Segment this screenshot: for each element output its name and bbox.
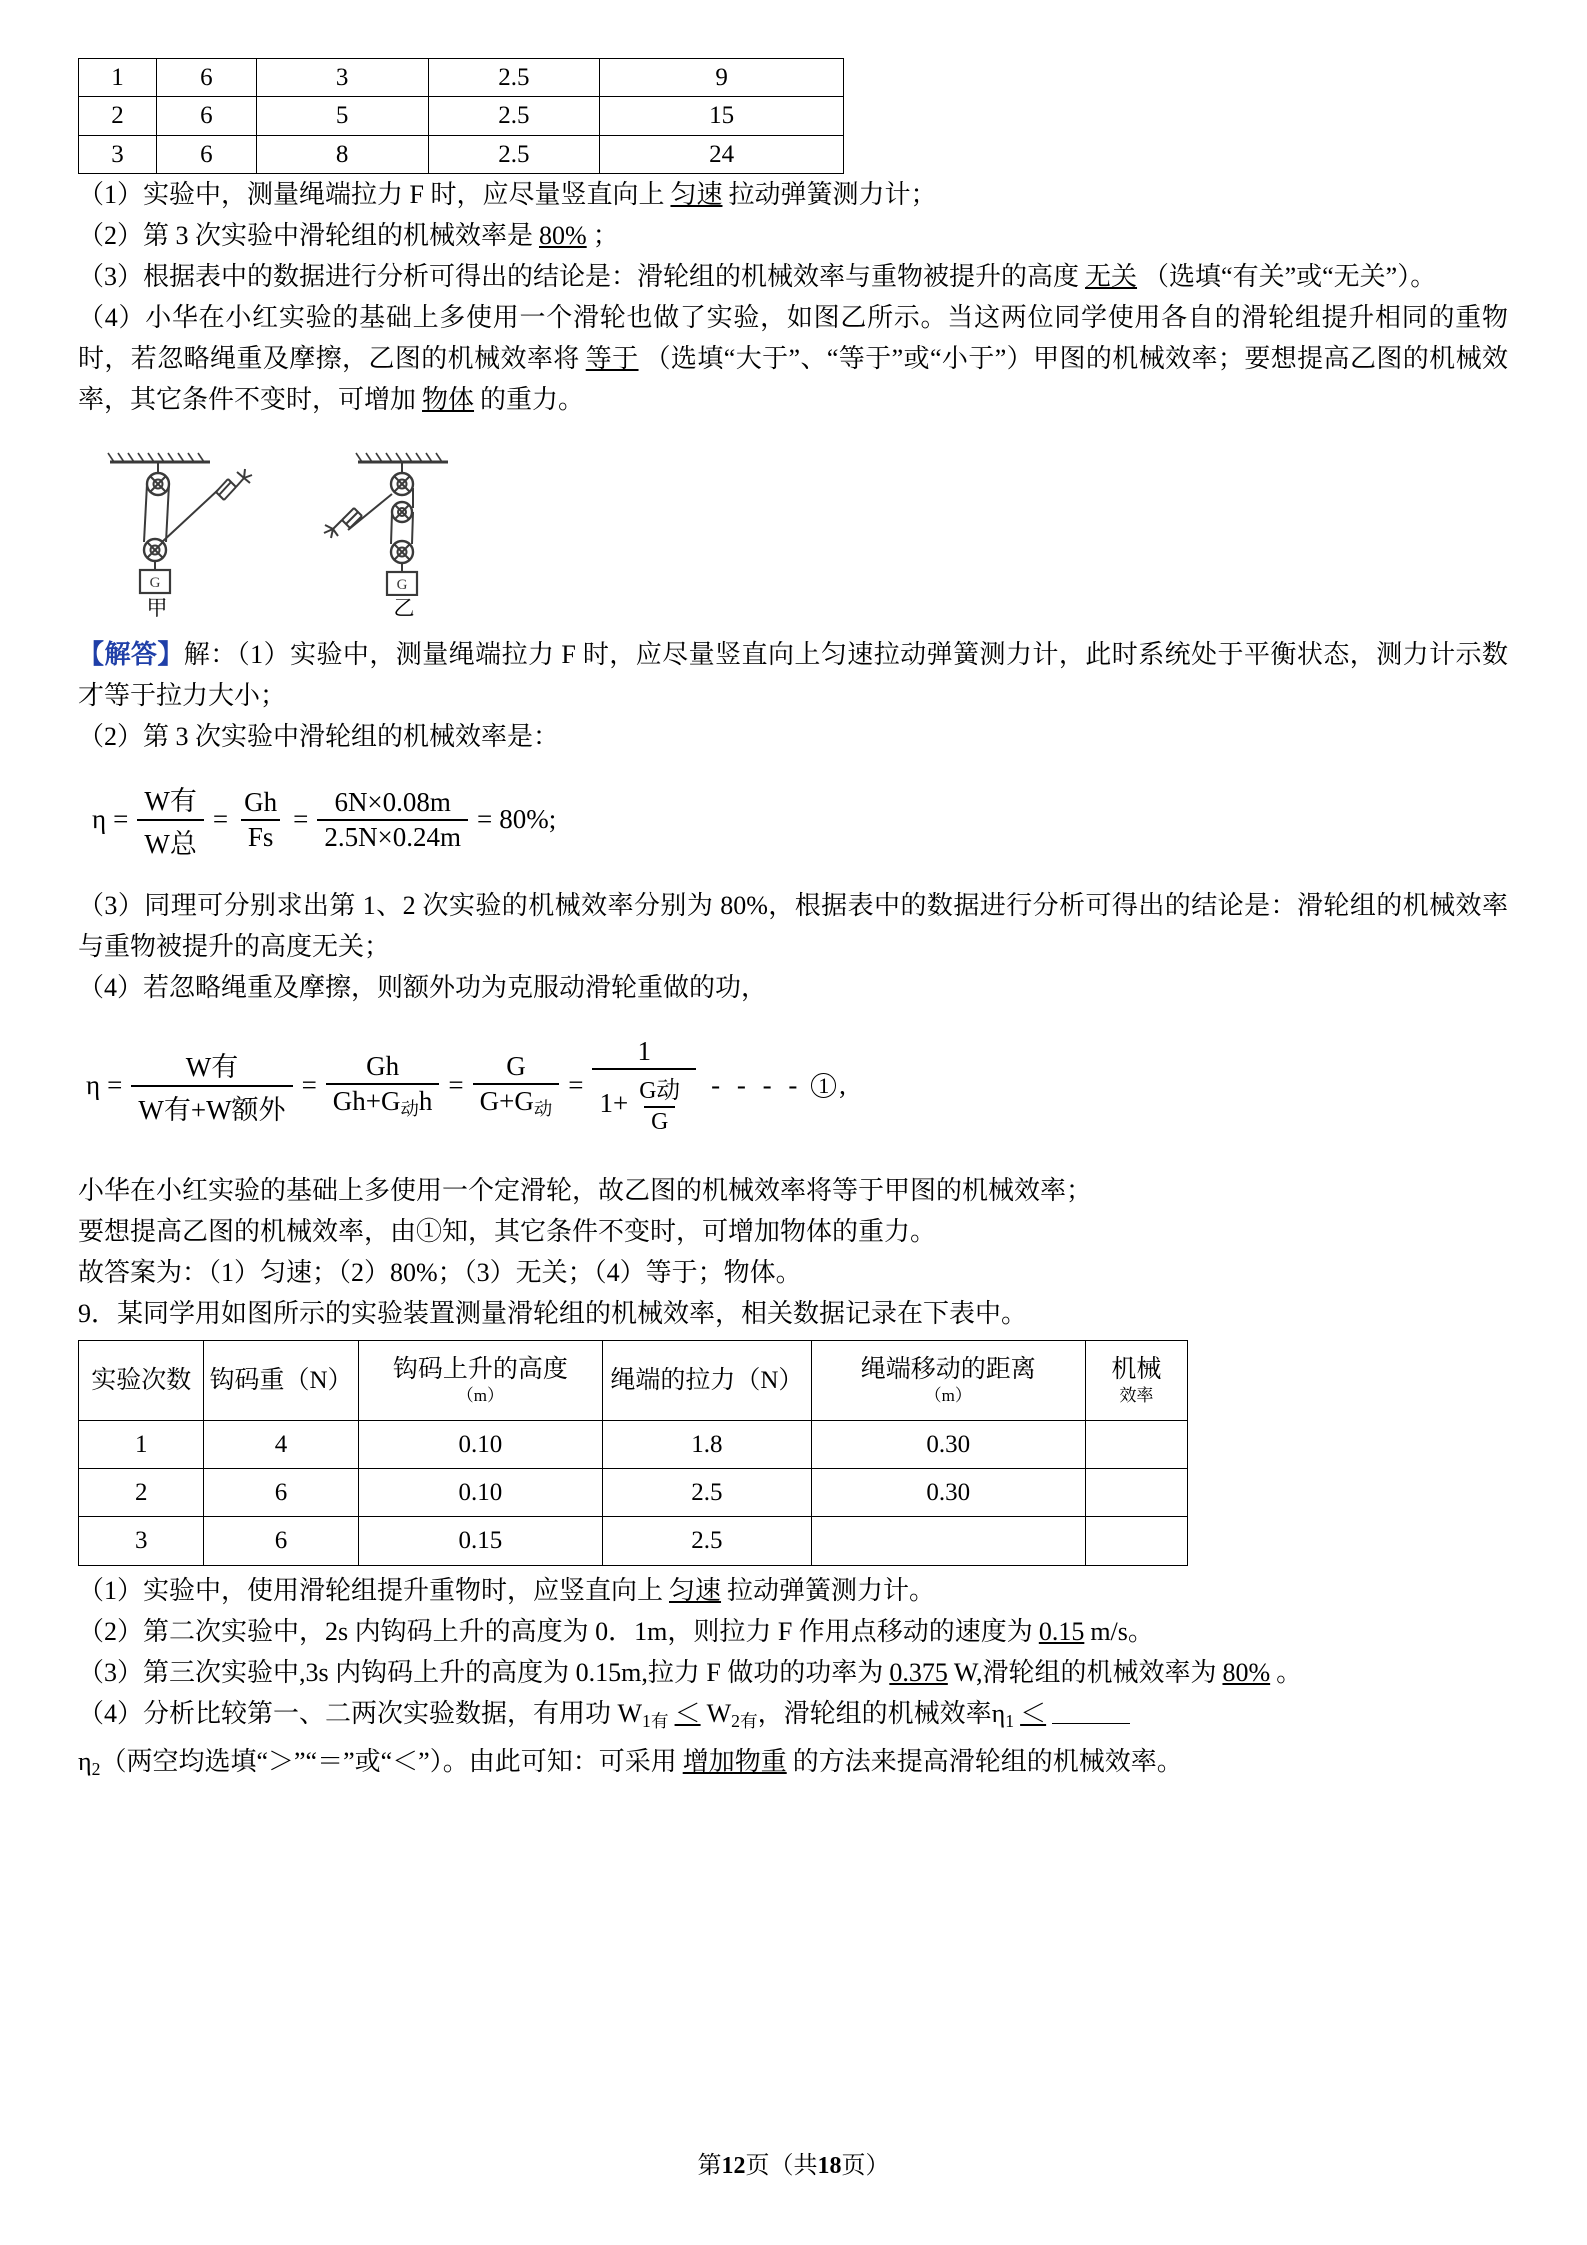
footer-total-pages: 18 xyxy=(817,2153,842,2179)
table-row xyxy=(79,97,844,135)
q9-item-3 xyxy=(78,1652,1508,1693)
data-table-q9 xyxy=(78,1340,1188,1566)
formula-2-f2-den xyxy=(326,1083,440,1121)
page-content xyxy=(78,58,1508,1790)
q8-item-4-text: （4）小华在小红实验的基础上多使用一个滑轮也做了实验，如图乙所示。当这两位同学使用各自的滑轮组提升相同的重物时，若忽略绳重及摩擦，乙图的机械效率将 xyxy=(78,302,1508,373)
formula-2-f4-den-pre: 1+ xyxy=(599,1087,629,1118)
q9-item-4-sub-3: 1 xyxy=(1005,1710,1015,1731)
formula-efficiency-2: η = $\frac{\text{W有}}{\text{W有+W额外}}$ = $\frac{Gh}{Gh+G_动h}$ = $\frac{G}{G+G_动}$ = 1 1+ $\frac{\text{G动}}{G}$ - - - - 1 , xyxy=(86,1035,846,1135)
table-cell: 0.30 xyxy=(811,1469,1085,1517)
table-row xyxy=(79,135,844,173)
formula-2-frac-4 xyxy=(592,1036,696,1136)
q9-item-4-sub-4: 2 xyxy=(91,1759,101,1780)
q9-item-4-sub-2: 2有 xyxy=(731,1710,758,1731)
q8-item-2-tail: ； xyxy=(592,220,619,250)
figure-label-yi: 乙 xyxy=(393,595,415,620)
q8-item-3 xyxy=(78,256,1508,297)
header-main: 绳端的拉力（N） xyxy=(610,1366,804,1394)
pulley-figures xyxy=(78,446,1508,620)
table-cell xyxy=(1085,1469,1187,1517)
q9-item-4-line2-tail: 的方法来提高滑轮组的机械效率。 xyxy=(792,1747,1183,1777)
table-header-cell xyxy=(1085,1340,1187,1420)
table-cell: 3 xyxy=(79,135,157,173)
formula-2-f1-den xyxy=(131,1085,292,1127)
q8-item-4-mid: （选填“大于”、“等于”或“小于”）甲图的机械效率；要想提高乙图的机械效率，其它条件不变时，可增加 xyxy=(78,343,1508,414)
header-sub: 效率 xyxy=(1119,1386,1154,1406)
q9-item-4-mid-2: ，滑轮组的机械效率η xyxy=(757,1698,1006,1728)
q9-item-4-text: （4）分析比较第一、二两次实验数据，有用功 W xyxy=(78,1698,643,1728)
q9-item-2-tail: m/s。 xyxy=(1090,1616,1154,1646)
formula-2-dots: - - - - xyxy=(711,1070,803,1101)
answer-line-7: 故答案为：（1）匀速；（2）80%；（3）无关；（4）等于；物体。 xyxy=(78,1257,802,1287)
footer-prefix: 第 xyxy=(697,2153,722,2179)
q9-item-4 xyxy=(78,1693,1508,1791)
q8-item-2-answer: 80% xyxy=(539,220,587,250)
formula-1-f3-den: 2.5N×0.24m xyxy=(317,819,468,853)
q8-item-4 xyxy=(78,297,1508,420)
q9-item-2-answer: 0.15 xyxy=(1038,1616,1085,1646)
q9-item-2 xyxy=(78,1611,1508,1652)
table-row xyxy=(79,59,844,97)
q8-item-1-text: （1）实验中，测量绳端拉力 F 时，应尽量竖直向上 xyxy=(78,179,665,209)
answer-line-3: （3）同理可分别求出第 1、2 次实验的机械效率分别为 80%，根据表中的数据进行分析可得出的结论是：滑轮组的机械效率与重物被提升的高度无关； xyxy=(78,890,1508,961)
q9-item-4-sub-1: 1有 xyxy=(642,1710,669,1731)
formula-2-f1-den-plus: + xyxy=(190,1094,207,1125)
table-cell: 0.15 xyxy=(358,1517,603,1565)
answer-line-4: （4）若忽略绳重及摩擦，则额外功为克服动滑轮重做的功， xyxy=(78,972,768,1002)
formula-1-frac-3 xyxy=(317,787,468,853)
formula-2-f1-den-a: W有 xyxy=(138,1094,191,1125)
formula-2-f2-den-b: h xyxy=(418,1085,433,1116)
formula-2-f3-den xyxy=(473,1083,560,1121)
q9-item-4-line2-eta: η xyxy=(78,1747,92,1777)
table-header-cell xyxy=(79,1340,204,1420)
table-cell: 6 xyxy=(204,1517,358,1565)
table-cell: 2.5 xyxy=(428,59,600,97)
answer-line-2: （2）第 3 次实验中滑轮组的机械效率是： xyxy=(78,721,560,751)
table-cell: 24 xyxy=(600,135,844,173)
q9-item-4-answer-2: ＜ xyxy=(1020,1698,1047,1728)
table-cell: 9 xyxy=(600,59,844,97)
table-cell: 2.5 xyxy=(428,135,600,173)
table-header-cell xyxy=(811,1340,1085,1420)
footer-page-number: 12 xyxy=(721,2153,746,2179)
formula-1-f2-den: Fs xyxy=(241,819,281,853)
table-cell: 0.10 xyxy=(358,1420,603,1468)
answer-line-1 xyxy=(78,634,1508,716)
table-cell: 3 xyxy=(256,59,428,97)
q8-item-2 xyxy=(78,215,1508,256)
answer-line-5 xyxy=(78,1170,1508,1211)
table-cell: 6 xyxy=(156,135,256,173)
header-main: 钩码上升的高度 xyxy=(392,1356,568,1383)
table-cell: 15 xyxy=(600,97,844,135)
table-cell: 3 xyxy=(79,1517,204,1565)
q9-item-4-answer-3: 增加物重 xyxy=(682,1747,787,1777)
q9-item-4-blank-trail xyxy=(1052,1698,1130,1724)
formula-2-frac-1 xyxy=(131,1045,292,1127)
table-cell: 2.5 xyxy=(428,97,600,135)
table-cell xyxy=(1085,1517,1187,1565)
answer-line-6-text: 要想提高乙图的机械效率，由①知，其它条件不变时，可增加物体的重力。 xyxy=(78,1216,937,1246)
q8-item-3-tail: （选填“有关”或“无关”）。 xyxy=(1143,261,1437,291)
q8-item-1-tail: 拉动弹簧测力计； xyxy=(728,179,937,209)
header-main: 绳端移动的距离 xyxy=(860,1356,1036,1383)
table-cell: 2 xyxy=(79,1469,204,1517)
q8-item-4-answer-1: 等于 xyxy=(585,343,639,373)
table-cell: 6 xyxy=(204,1469,358,1517)
formula-2-inner-frac xyxy=(632,1071,687,1136)
formula-1-f2-num: Gh xyxy=(244,786,278,817)
q9-item-3-mid: W,滑轮组的机械效率为 xyxy=(953,1657,1217,1687)
formula-1-f1-den: W总 xyxy=(137,819,203,861)
q9-item-1-tail: 拉动弹簧测力计。 xyxy=(727,1575,936,1605)
q9-item-4-answer-1: ＜ xyxy=(674,1698,701,1728)
formula-2-f2-num: Gh xyxy=(366,1050,400,1081)
q9-item-1-answer: 匀速 xyxy=(669,1575,722,1605)
header-sub: （m） xyxy=(456,1386,505,1406)
formula-1-result: 80%; xyxy=(499,804,557,835)
table-cell: 2.5 xyxy=(603,1517,811,1565)
q8-item-1-answer: 匀速 xyxy=(670,179,723,209)
table-row xyxy=(79,1420,1188,1468)
header-main: 机械 xyxy=(1111,1356,1162,1383)
table-cell: 5 xyxy=(256,97,428,135)
table-cell xyxy=(1085,1420,1187,1468)
table-cell: 2.5 xyxy=(603,1469,811,1517)
formula-2-f3-den-sub: 动 xyxy=(533,1098,553,1119)
footer-middle: 页（共 xyxy=(745,2153,818,2179)
table-header-cell xyxy=(358,1340,603,1420)
q8-item-4-tail: 的重力。 xyxy=(480,384,585,414)
q9-item-4-mid-1: W xyxy=(706,1698,732,1728)
q9-item-2-text: （2）第二次实验中，2s 内钩码上升的高度为 0．1m，则拉力 F 作用点移动的速度为 xyxy=(78,1616,1033,1646)
table-cell: 6 xyxy=(156,97,256,135)
formula-efficiency-1: η = $\frac{\text{W有}}{\text{W总}}$ = $\frac{Gh}{Fs}$ = $\frac{6N\times 0.08m}{2.5N\times 0.24m}$ = 80%; xyxy=(92,779,1508,861)
table-header-row xyxy=(79,1340,1188,1420)
answer-line-6 xyxy=(78,1211,1508,1252)
figure-label-jia: 甲 xyxy=(146,595,168,620)
data-table-top xyxy=(78,58,844,174)
table-cell: 0.10 xyxy=(358,1469,603,1517)
table-header-cell xyxy=(603,1340,811,1420)
q9-item-1 xyxy=(78,1570,1508,1611)
q9-item-3-answer-1: 0.375 xyxy=(889,1657,948,1687)
table-cell: 4 xyxy=(204,1420,358,1468)
formula-2-f3-num: G xyxy=(506,1050,526,1081)
formula-2-frac-2 xyxy=(326,1051,440,1121)
q8-item-2-text: （2）第 3 次实验中滑轮组的机械效率是 xyxy=(78,220,534,250)
q8-item-3-text: （3）根据表中的数据进行分析可得出的结论是：滑轮组的机械效率与重物被提升的高度 xyxy=(78,261,1080,291)
table-row xyxy=(79,1517,1188,1565)
pulley-figure-jia xyxy=(92,446,282,620)
formula-2-f4-inner-den: G xyxy=(644,1106,675,1136)
formula-2-f1-den-b: W额外 xyxy=(206,1094,286,1125)
formula-2-f4-den xyxy=(592,1068,696,1136)
table-cell: 8 xyxy=(256,135,428,173)
table-cell: 0.30 xyxy=(811,1420,1085,1468)
answer-line-1-text: 解：（1）实验中，测量绳端拉力 F 时，应尽量竖直向上匀速拉动弹簧测力计，此时系统处于平衡状态，测力计示数才等于拉力大小； xyxy=(78,639,1508,710)
svg-text:G: G xyxy=(149,574,161,591)
q9-item-3-tail: 。 xyxy=(1276,1657,1303,1687)
formula-2-f1-num: W有 xyxy=(185,1051,239,1082)
formula-1-frac-1 xyxy=(137,779,203,861)
footer-suffix: 页） xyxy=(841,2153,890,2179)
table-cell: 1 xyxy=(79,1420,204,1468)
formula-1-eta: η xyxy=(92,804,107,835)
pulley-figure-yi xyxy=(296,446,486,620)
answer-line-5-text: 小华在小红实验的基础上多使用一个定滑轮，故乙图的机械效率将等于甲图的机械效率； xyxy=(78,1175,1093,1205)
header-main: 实验次数 xyxy=(91,1366,192,1394)
formula-2-eta: η xyxy=(86,1070,101,1101)
q8-item-4-answer-2: 物体 xyxy=(422,384,475,414)
q9-stem: 9．某同学用如图所示的实验装置测量滑轮组的机械效率，相关数据记录在下表中。 xyxy=(78,1298,1028,1328)
formula-2-f4-num: 1 xyxy=(637,1035,652,1066)
formula-2-f2-den-a: Gh+G xyxy=(332,1085,401,1116)
formula-2-frac-3 xyxy=(473,1051,560,1121)
formula-2-reference: 1 xyxy=(811,1073,836,1098)
q8-item-3-answer: 无关 xyxy=(1085,261,1138,291)
formula-2-f4-inner-num: G动 xyxy=(639,1077,681,1104)
answer-tag: 【解答】 xyxy=(78,639,184,669)
formula-1-f3-num: 6N×0.08m xyxy=(334,786,451,817)
formula-1-f1-num: W有 xyxy=(144,785,197,816)
formula-2-f3-den-a: G+G xyxy=(479,1085,534,1116)
table-cell: 6 xyxy=(156,59,256,97)
table-cell: 1 xyxy=(79,59,157,97)
table-cell xyxy=(811,1517,1085,1565)
formula-1-frac-2 xyxy=(237,787,284,853)
q9-item-4-line2-mid: （两空均选填“＞”“＝”或“＜”）。由此可知：可采用 xyxy=(100,1747,677,1777)
q9-item-3-answer-2: 80% xyxy=(1222,1657,1271,1687)
table-cell: 2 xyxy=(79,97,157,135)
svg-text:G: G xyxy=(396,576,408,593)
table-cell: 1.8 xyxy=(603,1420,811,1468)
q9-item-3-text: （3）第三次实验中,3s 内钩码上升的高度为 0.15m,拉力 F 做功的功率为 xyxy=(78,1657,884,1687)
pulley-diagram-yi-icon xyxy=(296,446,486,596)
formula-2-tail: , xyxy=(839,1070,846,1101)
pulley-diagram-jia-icon xyxy=(92,446,282,596)
q9-item-1-text: （1）实验中，使用滑轮组提升重物时，应竖直向上 xyxy=(78,1575,664,1605)
header-sub: （m） xyxy=(924,1386,972,1406)
q8-item-1 xyxy=(78,174,1508,215)
table-row xyxy=(79,1469,1188,1517)
formula-2-f2-den-sub: 动 xyxy=(400,1098,419,1119)
table-header-cell xyxy=(204,1340,358,1420)
header-main: 钩码重（N） xyxy=(209,1366,353,1394)
page-footer xyxy=(0,2145,1587,2180)
